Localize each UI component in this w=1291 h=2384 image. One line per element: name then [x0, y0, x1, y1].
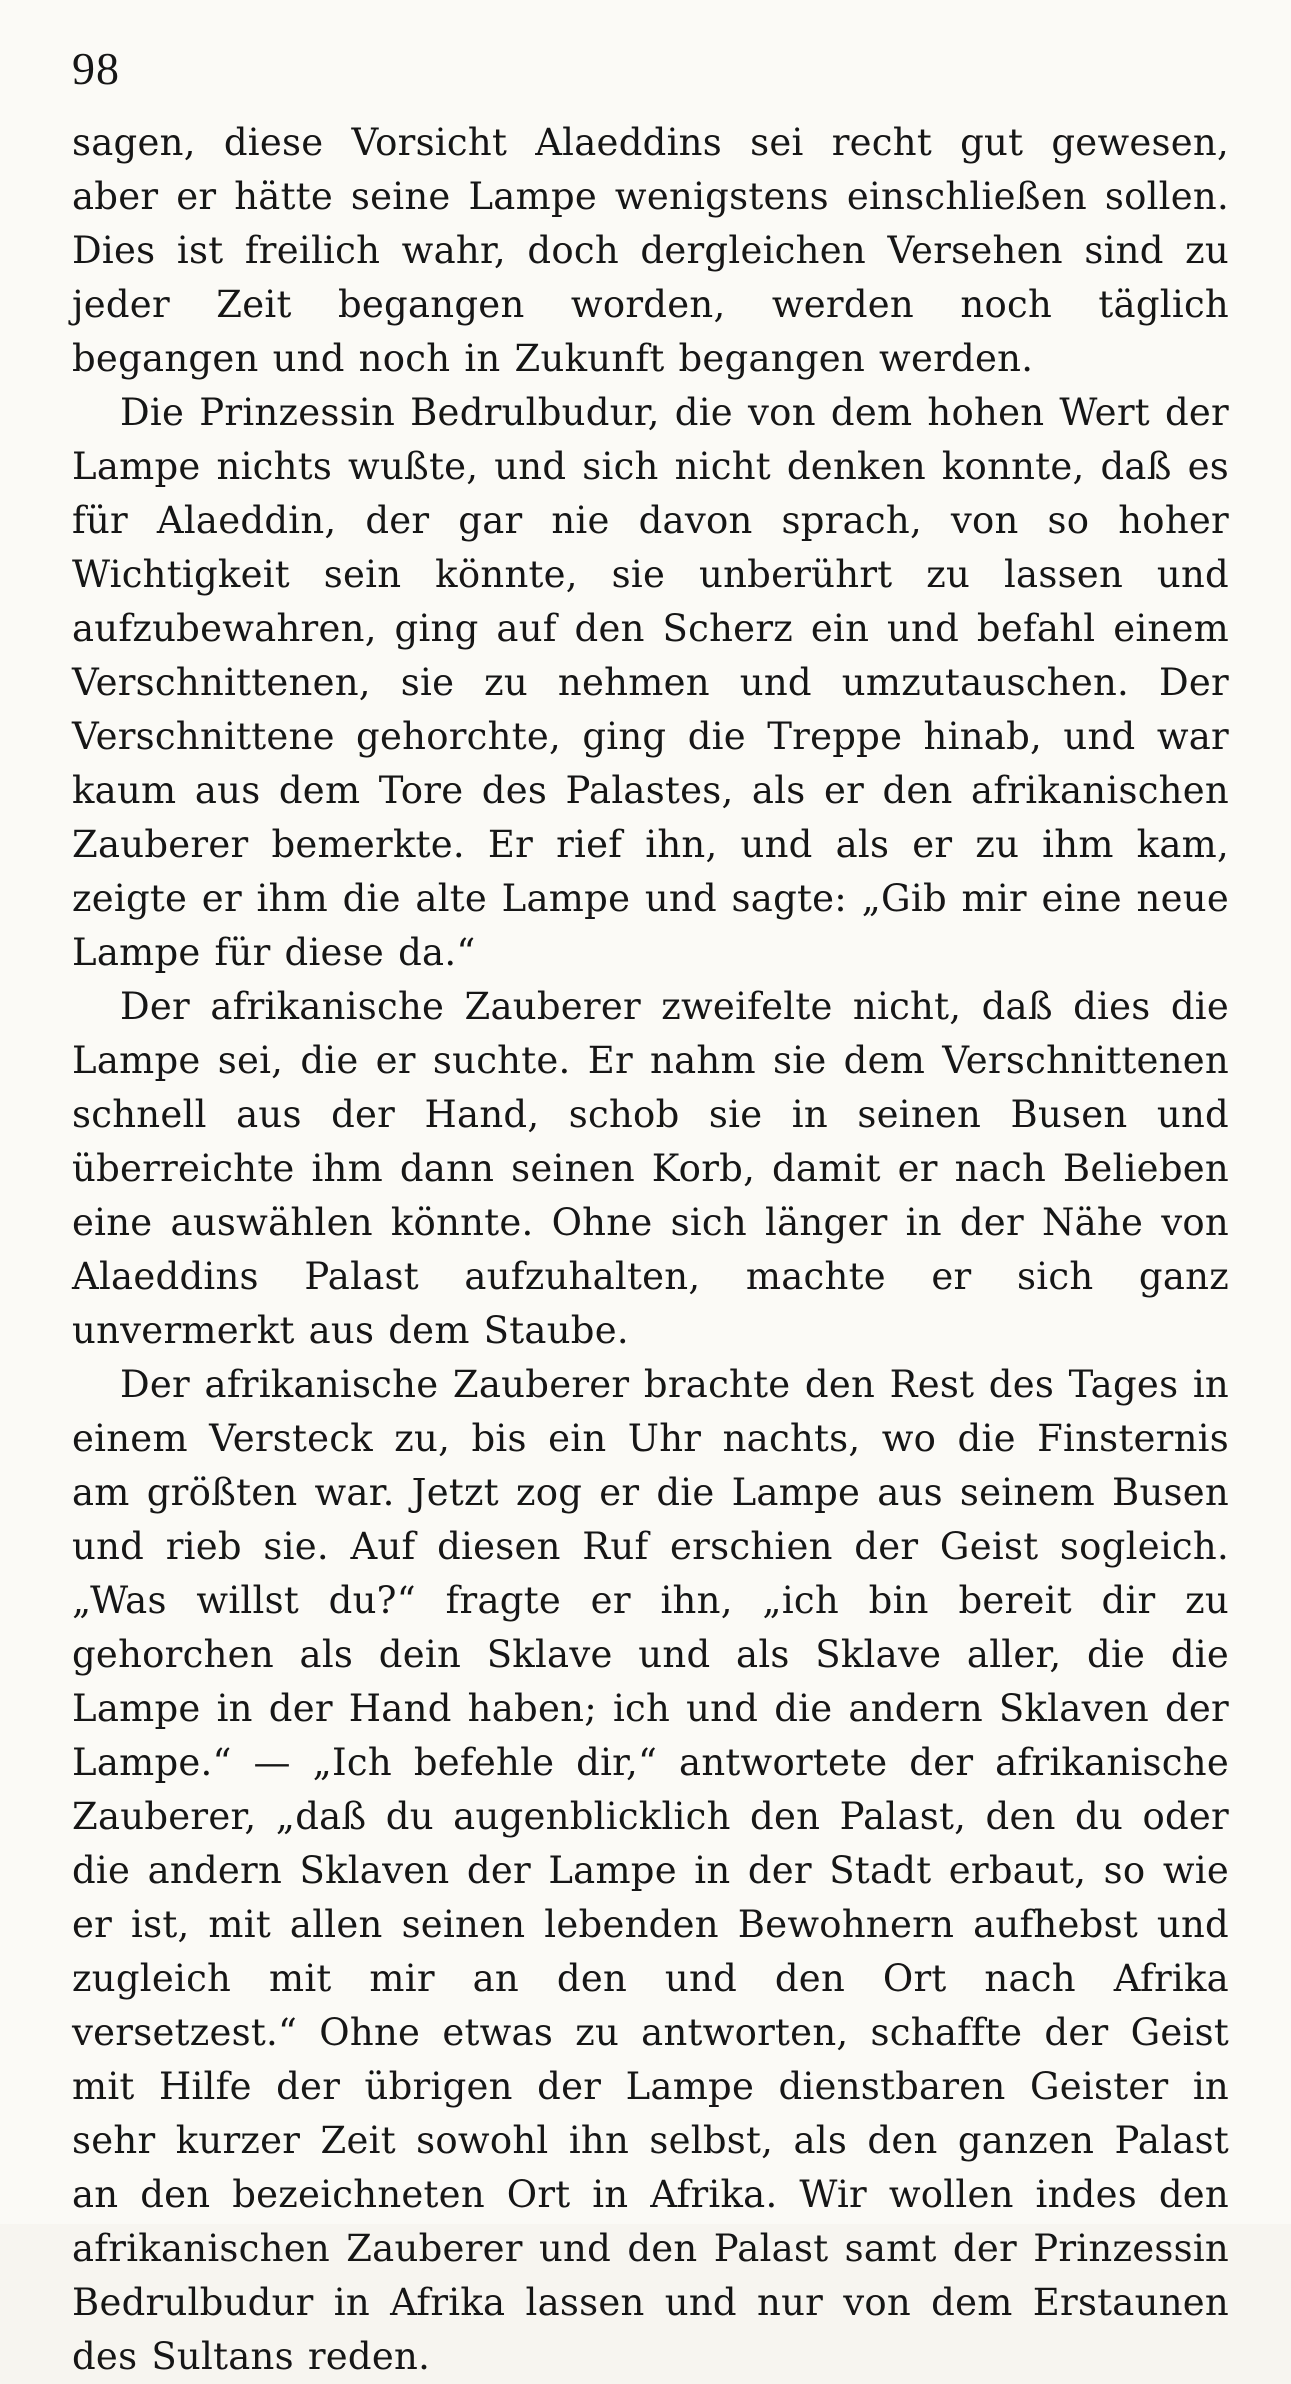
- page-number: 98: [72, 43, 120, 94]
- paragraph-4: Der afrikanische Zauberer brachte den Rest des Tages in einem Versteck zu, bis ein Uhr nachts, wo die Finsternis am größten war. Jetzt zog er die Lampe aus seinem Busen und rieb sie. Auf diesen Ruf erschien der Geist sogleich. „Was willst du?“ fragte er ihn, „ich bin bereit dir zu gehorchen als dein Sklave und als Sklave aller, die die Lampe in der Hand haben; ich und die andern Sklaven der Lampe.“ — „Ich befehle dir,“ antwortete der afrikanische Zauberer, „daß du augenblicklich den Palast, den du oder die andern Sklaven der Lampe in der Stadt erbaut, so wie er ist, mit allen seinen lebenden Bewohnern aufhebst und zugleich mit mir an den und den Ort nach Afrika versetzest.“ Ohne etwas zu antworten, schaffte der Geist mit Hilfe der übrigen der Lampe dienstbaren Geister in sehr kurzer Zeit sowohl ihn selbst, als den ganzen Palast an den bezeichneten Ort in Afrika. Wir wollen indes den afrikanischen Zauberer und den Palast samt der Prinzessin Bedrulbudur in Afrika lassen und nur von dem Erstaunen des Sultans reden.: [72, 1363, 1229, 2378]
- text-block: [72, 116, 1229, 2384]
- paragraph-2: Die Prinzessin Bedrulbudur, die von dem hohen Wert der Lampe nichts wußte, und sich nicht denken konnte, daß es für Alaeddin, der gar nie davon sprach, von so hoher Wichtigkeit sein könnte, sie unberührt zu lassen und aufzubewahren, ging auf den Scherz ein und befahl einem Verschnittenen, sie zu nehmen und umzutauschen. Der Verschnittene gehorchte, ging die Treppe hinab, und war kaum aus dem Tore des Palastes, als er den afrikanischen Zauberer bemerkte. Er rief ihn, und als er zu ihm kam, zeigte er ihm die alte Lampe und sagte: „Gib mir eine neue Lampe für diese da.“: [72, 391, 1229, 974]
- paragraph-3: Der afrikanische Zauberer zweifelte nicht, daß dies die Lampe sei, die er suchte. Er nahm sie dem Verschnittenen schnell aus der Hand, schob sie in seinen Busen und überreichte ihm dann seinen Korb, damit er nach Belieben eine auswählen könnte. Ohne sich länger in der Nähe von Alaeddins Palast aufzuhalten, machte er sich ganz unvermerkt aus dem Staube.: [72, 985, 1229, 1352]
- paragraph-1: sagen, diese Vorsicht Alaeddins sei recht gut gewesen, aber er hätte seine Lampe wenigstens einschließen sollen. Dies ist freilich wahr, doch dergleichen Versehen sind zu jeder Zeit begangen worden, werden noch täglich begangen und noch in Zukunft begangen werden.: [72, 121, 1229, 380]
